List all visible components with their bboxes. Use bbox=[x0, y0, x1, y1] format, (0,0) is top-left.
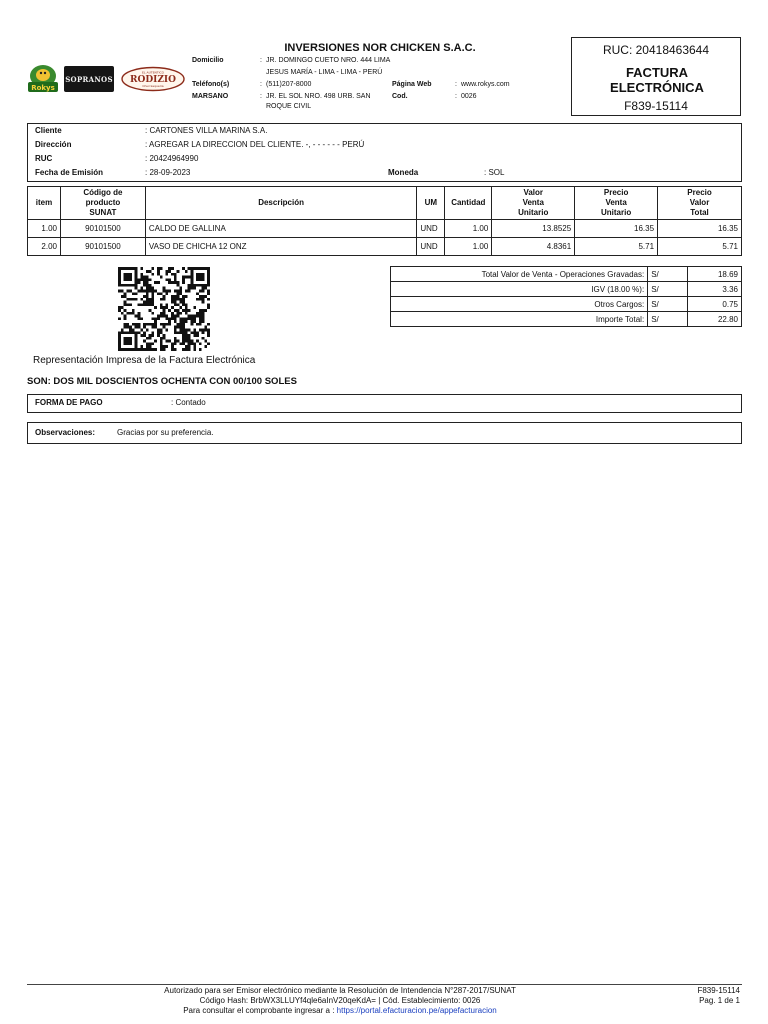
row-total: 5.71 bbox=[658, 238, 742, 256]
row-total: 16.35 bbox=[658, 220, 742, 238]
col-pvt-line-3: Total bbox=[690, 208, 709, 217]
col-codigo bbox=[60, 187, 145, 220]
branch-line-2: ROQUE CIVIL bbox=[266, 103, 312, 110]
rodizio-logo-top: EL AUTENTICO bbox=[142, 70, 164, 75]
client-ruc-label: RUC bbox=[35, 154, 53, 163]
row-valor-unitario: 4.8361 bbox=[492, 238, 575, 256]
domicilio-line-1: JR. DOMINGO CUETO NRO. 444 LIMA bbox=[266, 57, 391, 64]
payment-value: : Contado bbox=[171, 398, 206, 407]
row-um: UND bbox=[417, 220, 445, 238]
col-total bbox=[658, 187, 742, 220]
payment-label: FORMA DE PAGO bbox=[35, 398, 103, 407]
footer-page: Pag. 1 de 1 bbox=[699, 996, 740, 1005]
payment-box bbox=[27, 394, 742, 413]
row-cantidad: 1.00 bbox=[445, 238, 492, 256]
branch-line-1: JR. EL SOL NRO. 498 URB. SAN bbox=[266, 93, 371, 100]
totals-currency: S/ bbox=[648, 312, 688, 327]
row-descripcion: VASO DE CHICHA 12 ONZ bbox=[145, 238, 416, 256]
footer-consult bbox=[130, 1006, 550, 1016]
rokys-logo-text: Rokys bbox=[31, 84, 55, 92]
table-row bbox=[28, 238, 742, 256]
observations-label: Observaciones: bbox=[35, 428, 96, 437]
domicilio-colon: : bbox=[260, 57, 262, 64]
moneda-value: : SOL bbox=[484, 168, 505, 177]
domicilio-line-2: JESUS MARÍA - LIMA - LIMA - PERÚ bbox=[266, 69, 383, 76]
col-um: UM bbox=[417, 187, 445, 220]
footer-consult-text: Para consultar el comprobante ingresar a : bbox=[183, 1006, 335, 1015]
totals-currency: S/ bbox=[648, 297, 688, 312]
col-pvu-line-2: Venta bbox=[605, 198, 627, 207]
company-name: INVERSIONES NOR CHICKEN S.A.C. bbox=[284, 42, 476, 54]
sopranos-logo: SOPRANOS bbox=[64, 66, 114, 92]
row-precio-unitario: 16.35 bbox=[575, 220, 658, 238]
col-codigo-line-2: producto bbox=[85, 198, 121, 207]
totals-table bbox=[390, 266, 742, 327]
issuer-ruc: RUC: 20418463644 bbox=[602, 43, 710, 57]
totals-row bbox=[391, 297, 742, 312]
col-pvu-line-3: Unitario bbox=[601, 208, 632, 217]
col-vvu-line-1: Valor bbox=[523, 188, 544, 197]
row-cantidad: 1.00 bbox=[445, 220, 492, 238]
row-item: 2.00 bbox=[28, 238, 61, 256]
col-codigo-line-1: Código de bbox=[83, 188, 123, 197]
row-precio-unitario: 5.71 bbox=[575, 238, 658, 256]
footer-hash: Código Hash: BrbWX3LLUYf4qle6aInV20qeKdA= | Cód. Establecimiento: 0026 bbox=[199, 996, 481, 1005]
totals-label: Otros Cargos: bbox=[391, 297, 648, 312]
col-vvu-line-3: Unitario bbox=[518, 208, 549, 217]
row-codigo: 90101500 bbox=[60, 238, 145, 256]
col-pvt-line-2: Valor bbox=[689, 198, 710, 207]
ruc-box bbox=[571, 37, 741, 116]
domicilio-label: Domicilio bbox=[192, 57, 224, 64]
col-pvu-line-1: Precio bbox=[603, 188, 629, 197]
branch-label: MARSANO bbox=[192, 93, 229, 100]
telefono-label: Teléfono(s) bbox=[192, 81, 230, 88]
observations-value: Gracias por su preferencia. bbox=[117, 428, 214, 437]
totals-row bbox=[391, 267, 742, 282]
footer-authorization: Autorizado para ser Emisor electrónico mediante la Resolución de Intendencia N°287-2017/SUNAT bbox=[164, 986, 516, 995]
document-type-line-1: FACTURA bbox=[625, 65, 689, 80]
amount-in-words: SON: DOS MIL DOSCIENTOS OCHENTA CON 00/100 SOLES bbox=[27, 376, 297, 387]
cliente-value: : CARTONES VILLA MARINA S.A. bbox=[145, 126, 268, 135]
col-cantidad: Cantidad bbox=[445, 187, 492, 220]
items-header-row bbox=[28, 187, 742, 220]
items-table bbox=[27, 186, 742, 256]
totals-row bbox=[391, 312, 742, 327]
web-value: www.rokys.com bbox=[461, 81, 510, 88]
cliente-label: Cliente bbox=[35, 126, 62, 135]
col-vvu-line-2: Venta bbox=[522, 198, 544, 207]
web-colon: : bbox=[455, 81, 457, 88]
document-type-line-2: ELECTRÓNICA bbox=[610, 80, 704, 95]
rodizio-logo-text: RODIZIO bbox=[130, 75, 176, 85]
observations-box bbox=[27, 422, 742, 444]
totals-currency: S/ bbox=[648, 267, 688, 282]
web-label: Página Web bbox=[392, 81, 432, 88]
row-um: UND bbox=[417, 238, 445, 256]
totals-amount: 18.69 bbox=[688, 267, 742, 282]
row-descripcion: CALDO DE GALLINA bbox=[145, 220, 416, 238]
cod-colon: : bbox=[455, 93, 457, 100]
totals-amount: 0.75 bbox=[688, 297, 742, 312]
col-descripcion: Descripción bbox=[145, 187, 416, 220]
table-row bbox=[28, 220, 742, 238]
portal-link[interactable]: https://portal.efacturacion.pe/appefacturacion bbox=[336, 1006, 497, 1015]
cod-label: Cod. bbox=[392, 93, 408, 100]
branch-address bbox=[266, 92, 371, 112]
fecha-label: Fecha de Emisión bbox=[35, 168, 104, 177]
row-valor-unitario: 13.8525 bbox=[492, 220, 575, 238]
direccion-value: : AGREGAR LA DIRECCION DEL CLIENTE. -, - - - - - - PERÚ bbox=[145, 140, 365, 149]
branch-colon: : bbox=[260, 93, 262, 100]
qr-code bbox=[118, 267, 210, 351]
telefono-value: (511)207-8000 bbox=[266, 81, 312, 88]
totals-amount: 3.36 bbox=[688, 282, 742, 297]
client-ruc-value: : 20424964990 bbox=[145, 154, 199, 163]
footer-legal bbox=[130, 986, 550, 1016]
row-item: 1.00 bbox=[28, 220, 61, 238]
totals-currency: S/ bbox=[648, 282, 688, 297]
direccion-label: Dirección bbox=[35, 140, 72, 149]
rokys-logo bbox=[26, 62, 60, 94]
telefono-colon: : bbox=[260, 81, 262, 88]
rodizio-logo-sub: Churrasqueria bbox=[142, 84, 164, 88]
totals-amount: 22.80 bbox=[688, 312, 742, 327]
rodizio-logo bbox=[120, 66, 186, 92]
footer-divider bbox=[27, 984, 742, 985]
totals-row bbox=[391, 282, 742, 297]
row-codigo: 90101500 bbox=[60, 220, 145, 238]
fecha-value: : 28-09-2023 bbox=[145, 168, 191, 177]
cod-value: 0026 bbox=[461, 93, 477, 100]
col-pvt-line-1: Precio bbox=[687, 188, 712, 197]
client-info-box bbox=[27, 123, 742, 182]
col-valor-unitario bbox=[492, 187, 575, 220]
document-type bbox=[582, 65, 732, 95]
document-number: F839-15114 bbox=[624, 99, 688, 113]
footer-doc-number: F839-15114 bbox=[697, 986, 740, 995]
footer-right bbox=[640, 986, 740, 1006]
totals-label: IGV (18.00 %): bbox=[391, 282, 648, 297]
brand-logos bbox=[26, 62, 191, 96]
domicilio-value bbox=[266, 56, 390, 78]
col-item: item bbox=[28, 187, 61, 220]
totals-label: Importe Total: bbox=[391, 312, 648, 327]
moneda-label: Moneda bbox=[388, 168, 419, 177]
col-codigo-line-3: SUNAT bbox=[89, 208, 117, 217]
totals-label: Total Valor de Venta - Operaciones Gravadas: bbox=[391, 267, 648, 282]
col-precio-unitario bbox=[575, 187, 658, 220]
qr-caption: Representación Impresa de la Factura Electrónica bbox=[33, 355, 256, 366]
